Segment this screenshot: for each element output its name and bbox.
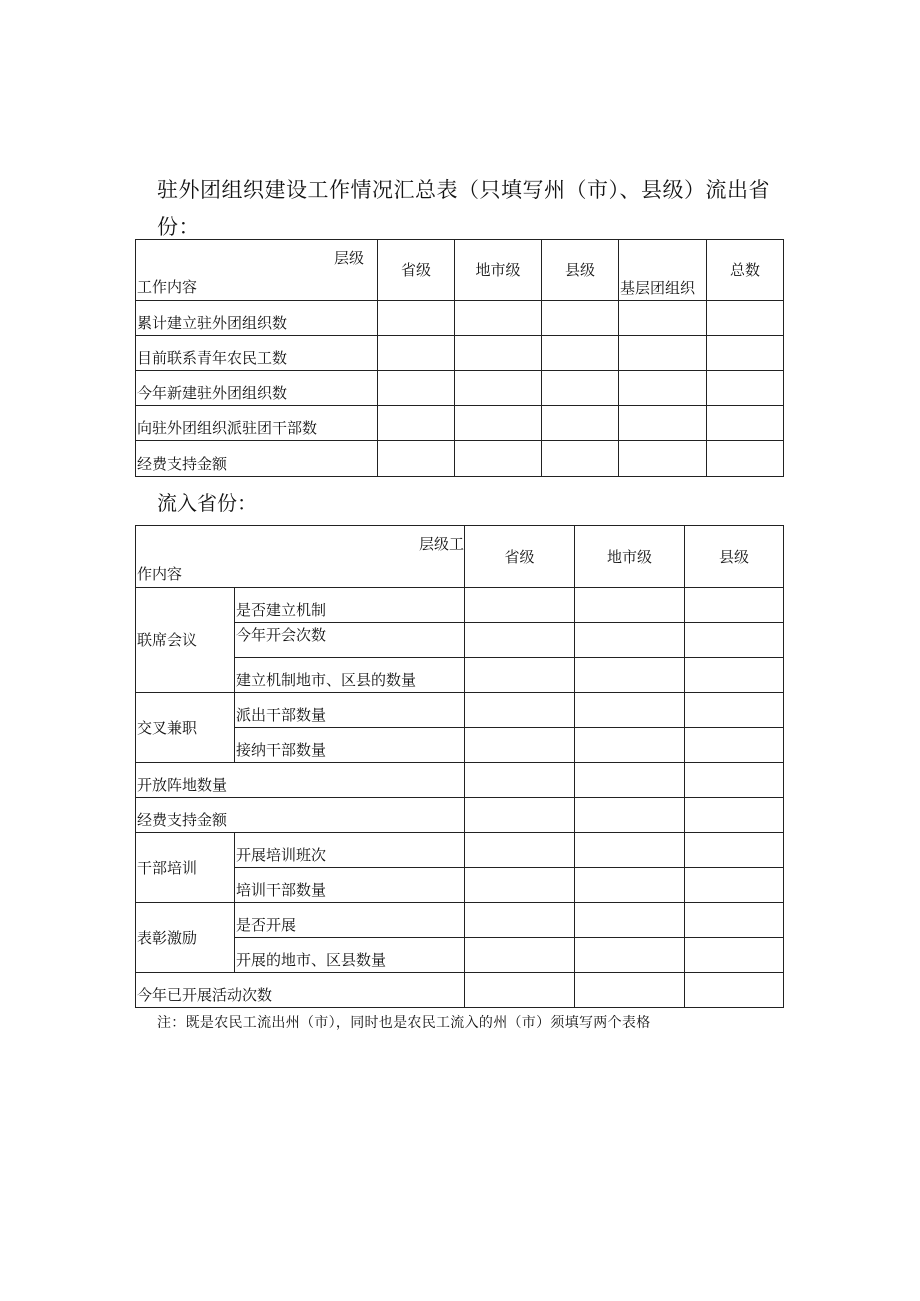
corner-content-label: 作内容 <box>137 565 183 583</box>
table-cell[interactable] <box>465 693 575 728</box>
table-cell[interactable] <box>707 406 784 441</box>
table-row <box>136 336 784 371</box>
table-cell[interactable] <box>619 406 707 441</box>
table-cell[interactable] <box>542 371 619 406</box>
table-cell[interactable] <box>378 301 455 336</box>
header-province: 省级 <box>465 526 575 588</box>
row-label: 今年新建驻外团组织数 <box>136 371 378 406</box>
item-label: 派出干部数量 <box>235 693 465 728</box>
table-cell[interactable] <box>455 371 542 406</box>
group-label: 交叉兼职 <box>136 693 235 763</box>
table-cell[interactable] <box>465 973 575 1008</box>
row-label: 经费支持金额 <box>136 798 465 833</box>
table-row <box>136 833 784 868</box>
table-cell[interactable] <box>575 658 685 693</box>
table-cell[interactable] <box>685 623 784 658</box>
table-row <box>136 763 784 798</box>
table-cell[interactable] <box>575 728 685 763</box>
table-cell[interactable] <box>685 798 784 833</box>
header-province: 省级 <box>378 240 455 301</box>
table-cell[interactable] <box>707 336 784 371</box>
table-cell[interactable] <box>575 798 685 833</box>
table-cell[interactable] <box>619 336 707 371</box>
item-label: 今年开会次数 <box>235 623 465 658</box>
item-label: 建立机制地市、区县的数量 <box>235 658 465 693</box>
item-label: 是否建立机制 <box>235 588 465 623</box>
row-label: 向驻外团组织派驻团干部数 <box>136 406 378 441</box>
table-cell[interactable] <box>378 336 455 371</box>
table-cell[interactable] <box>455 406 542 441</box>
table-cell[interactable] <box>685 938 784 973</box>
item-label: 接纳干部数量 <box>235 728 465 763</box>
table-cell[interactable] <box>575 973 685 1008</box>
table-cell[interactable] <box>575 938 685 973</box>
group-label: 表彰激励 <box>136 903 235 973</box>
inflow-table <box>135 525 784 1008</box>
table-cell[interactable] <box>685 588 784 623</box>
group-label: 干部培训 <box>136 833 235 903</box>
table-cell[interactable] <box>685 728 784 763</box>
corner-header <box>136 526 465 588</box>
table-row <box>136 588 784 623</box>
corner-level-label: 层级工 <box>418 535 464 553</box>
table-cell[interactable] <box>575 693 685 728</box>
group-label: 联席会议 <box>136 588 235 693</box>
table-cell[interactable] <box>465 938 575 973</box>
table-cell[interactable] <box>619 441 707 477</box>
table-cell[interactable] <box>575 588 685 623</box>
table-cell[interactable] <box>707 371 784 406</box>
footnote: 注：既是农民工流出州（市），同时也是农民工流入的州（市）须填写两个表格 <box>157 1015 651 1031</box>
table-cell[interactable] <box>455 441 542 477</box>
table-cell[interactable] <box>685 763 784 798</box>
table-row <box>136 798 784 833</box>
table-cell[interactable] <box>378 406 455 441</box>
table-cell[interactable] <box>378 441 455 477</box>
table-cell[interactable] <box>455 336 542 371</box>
outflow-table <box>135 239 784 477</box>
table-cell[interactable] <box>465 798 575 833</box>
table-cell[interactable] <box>685 903 784 938</box>
table-cell[interactable] <box>685 693 784 728</box>
row-label: 目前联系青年农民工数 <box>136 336 378 371</box>
table-cell[interactable] <box>542 336 619 371</box>
table-cell[interactable] <box>465 728 575 763</box>
corner-content-label: 工作内容 <box>137 278 198 296</box>
table-row <box>136 371 784 406</box>
table-cell[interactable] <box>619 301 707 336</box>
row-label: 今年已开展活动次数 <box>136 973 465 1008</box>
page-title: 驻外团组织建设工作情况汇总表（只填写州（市）、县级）流出省份： <box>157 178 770 239</box>
table-row <box>136 903 784 938</box>
table-cell[interactable] <box>685 658 784 693</box>
table-cell[interactable] <box>378 371 455 406</box>
table-row <box>136 693 784 728</box>
table-cell[interactable] <box>707 441 784 477</box>
item-label: 开展的地市、区县数量 <box>235 938 465 973</box>
corner-level-label: 层级 <box>333 249 364 267</box>
table-row <box>136 406 784 441</box>
table-cell[interactable] <box>685 973 784 1008</box>
table-cell[interactable] <box>685 833 784 868</box>
header-total: 总数 <box>707 240 784 301</box>
table-cell[interactable] <box>465 588 575 623</box>
table-cell[interactable] <box>465 763 575 798</box>
row-label: 开放阵地数量 <box>136 763 465 798</box>
item-label: 开展培训班次 <box>235 833 465 868</box>
header-city: 地市级 <box>455 240 542 301</box>
table-cell[interactable] <box>455 301 542 336</box>
table-cell[interactable] <box>542 406 619 441</box>
row-label: 经费支持金额 <box>136 441 378 477</box>
header-county: 县级 <box>542 240 619 301</box>
header-grassroots: 基层团组织 <box>619 240 707 301</box>
table-cell[interactable] <box>465 868 575 903</box>
corner-header <box>136 240 378 301</box>
table-cell[interactable] <box>707 301 784 336</box>
table-cell[interactable] <box>465 833 575 868</box>
row-label: 累计建立驻外团组织数 <box>136 301 378 336</box>
table-cell[interactable] <box>575 833 685 868</box>
table-cell[interactable] <box>465 903 575 938</box>
table-cell[interactable] <box>685 868 784 903</box>
table-cell[interactable] <box>542 301 619 336</box>
table-cell[interactable] <box>619 371 707 406</box>
table-row <box>136 301 784 336</box>
table-row <box>136 441 784 477</box>
table-cell[interactable] <box>465 623 575 658</box>
table-cell[interactable] <box>575 903 685 938</box>
inflow-heading: 流入省份： <box>157 491 257 515</box>
table-cell[interactable] <box>575 623 685 658</box>
table-cell[interactable] <box>542 441 619 477</box>
table-cell[interactable] <box>575 763 685 798</box>
table-row <box>136 973 784 1008</box>
item-label: 培训干部数量 <box>235 868 465 903</box>
table-cell[interactable] <box>575 868 685 903</box>
header-city: 地市级 <box>575 526 685 588</box>
table-cell[interactable] <box>465 658 575 693</box>
item-label: 是否开展 <box>235 903 465 938</box>
header-county: 县级 <box>685 526 784 588</box>
